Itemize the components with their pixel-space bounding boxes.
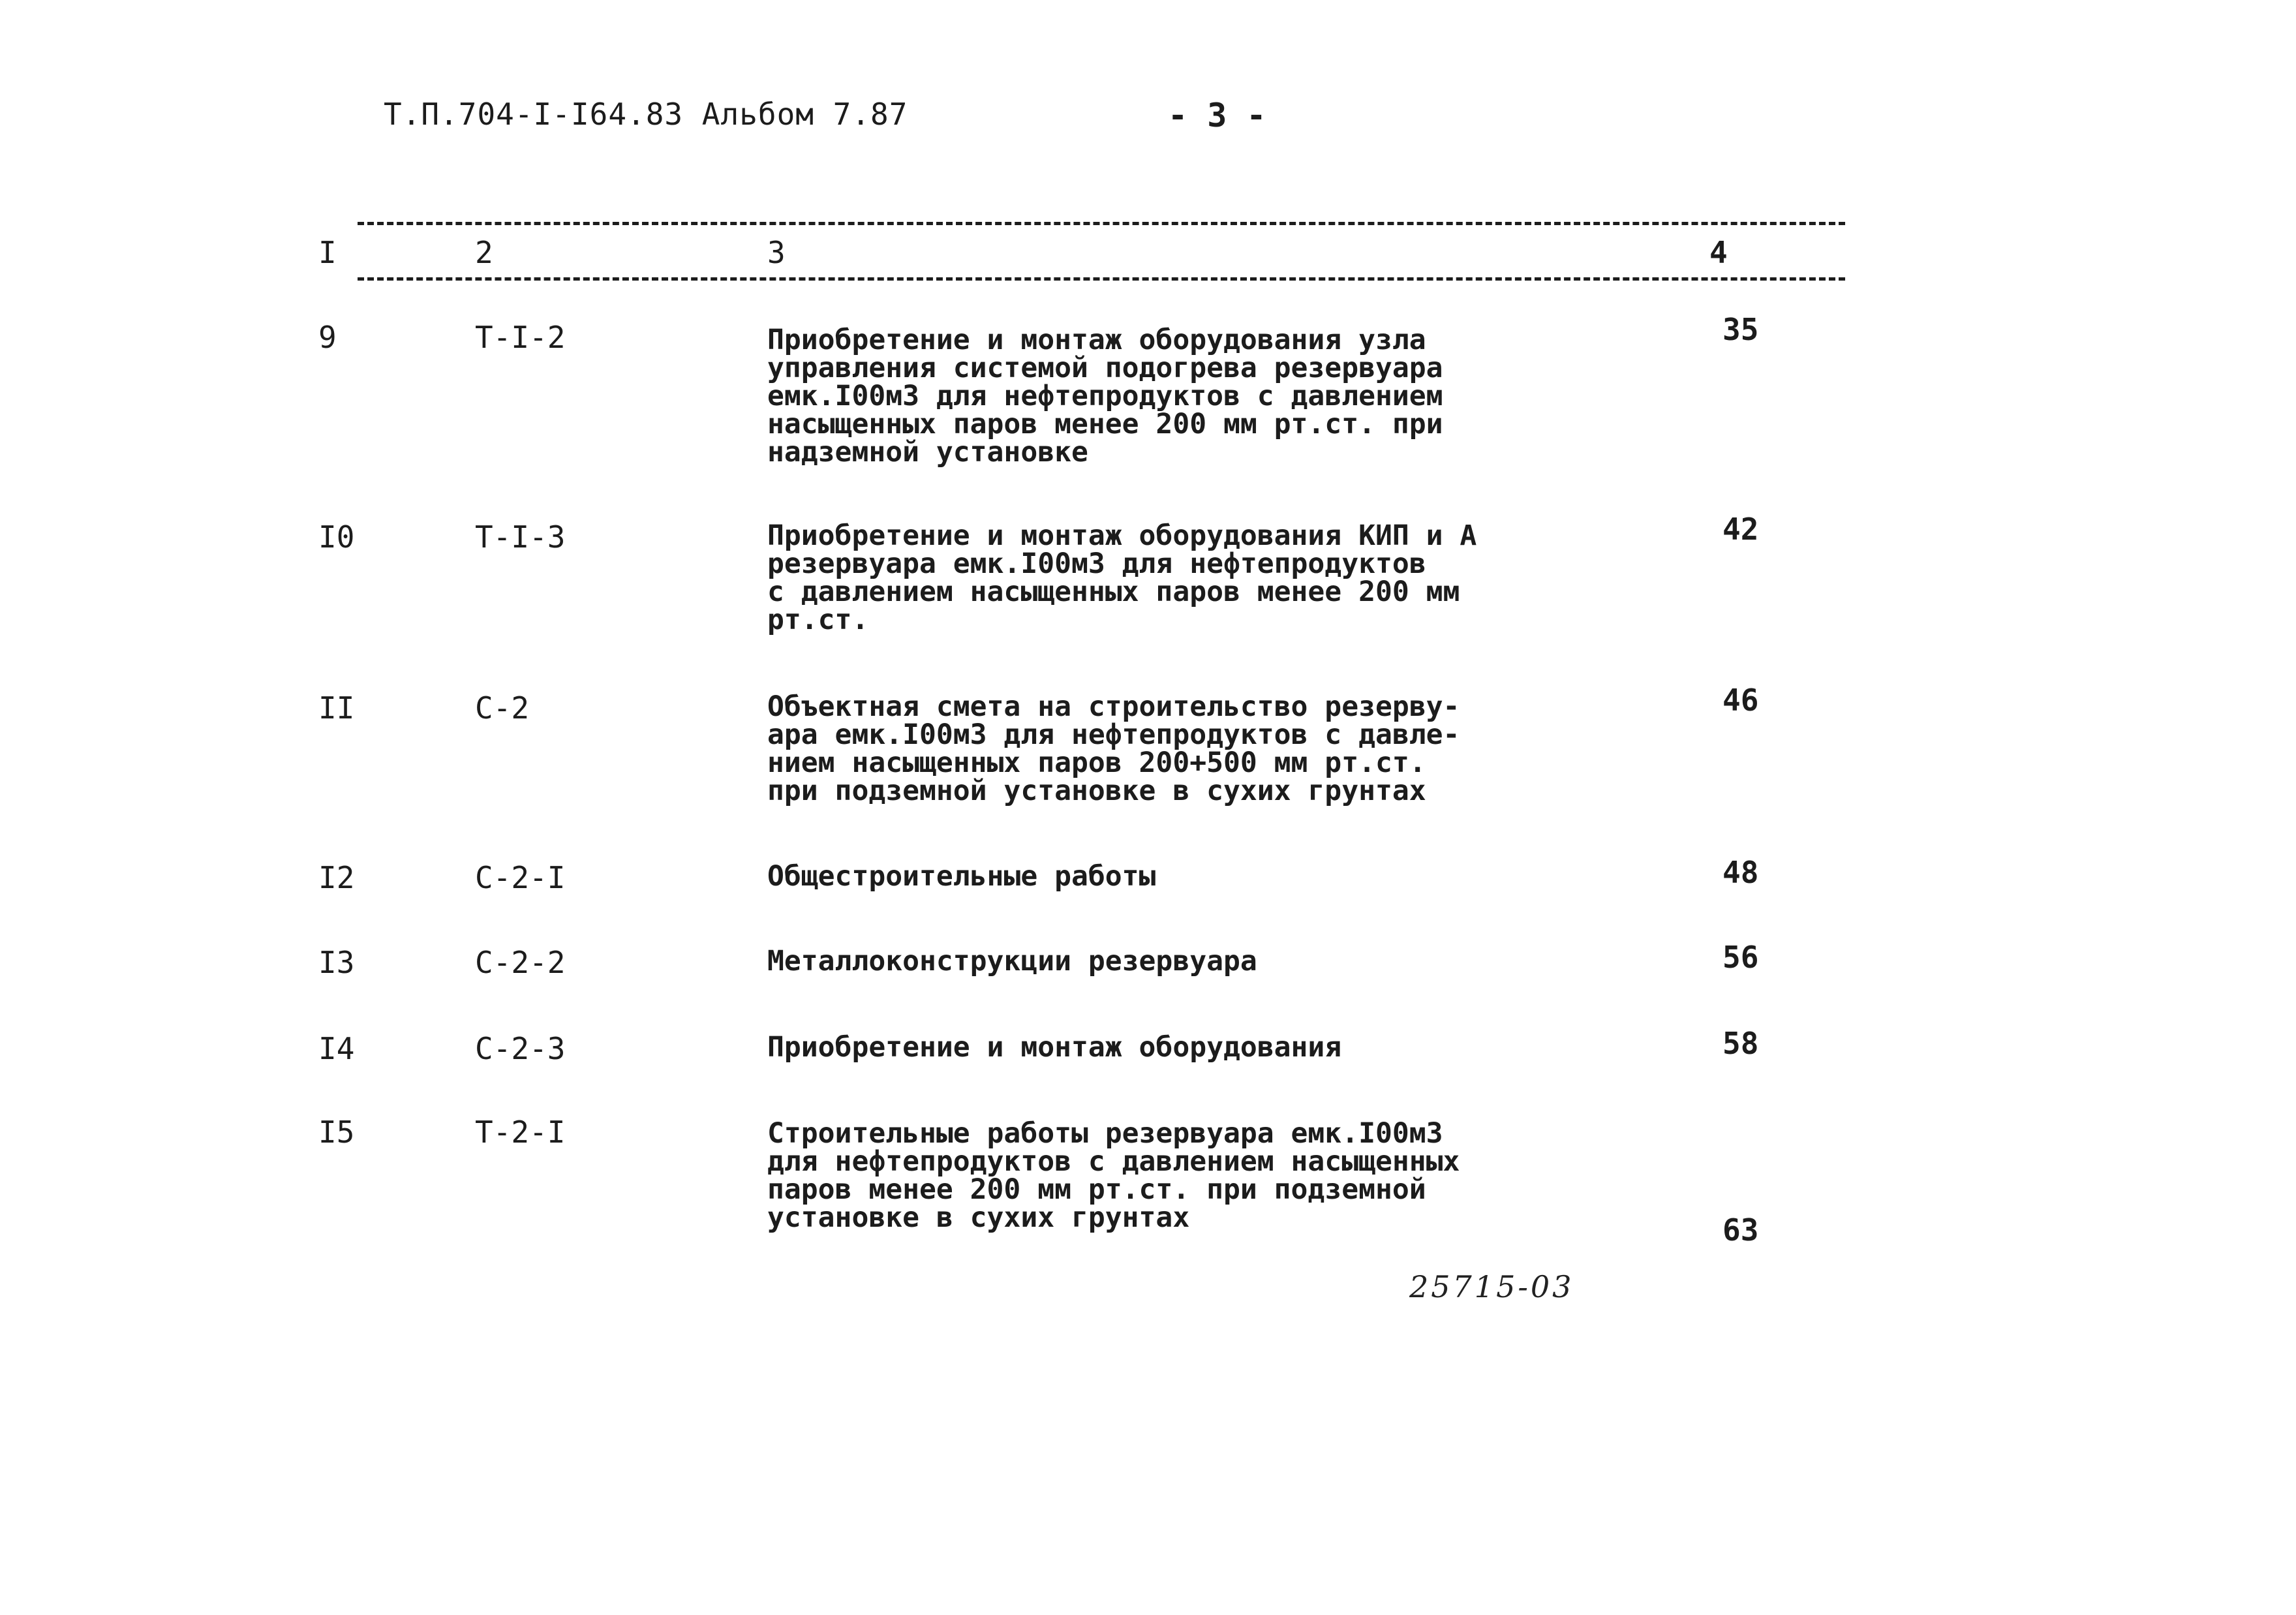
row-number: I5: [318, 1115, 355, 1150]
row-number: II: [318, 690, 355, 726]
table-top-rule: [358, 222, 1845, 225]
row-code: С-2-2: [475, 945, 566, 980]
row-page: 58: [1722, 1026, 1759, 1061]
row-number: I2: [318, 860, 355, 895]
document-header-ref: Т.П.704-I-I64.83 Альбом 7.87: [384, 97, 908, 132]
row-description: Общестроительные работы: [767, 860, 1156, 893]
row-page: 42: [1722, 512, 1759, 547]
row-page: 48: [1722, 855, 1759, 890]
row-number: I3: [318, 945, 355, 980]
row-description: Приобретение и монтаж оборудования узла управления системой подогрева резервуара емк.I00м3 для нефтепродуктов с давлением насыщенных паров менее 200 мм рт.ст. при надземной установке: [767, 324, 1443, 469]
column-header-1: I: [318, 235, 337, 270]
row-description: Приобретение и монтаж оборудования КИП и А резервуара емк.I00м3 для нефтепродуктов с давлением насыщенных паров менее 200 мм рт.ст.: [767, 519, 1477, 636]
row-number: I4: [318, 1031, 355, 1066]
row-page: 46: [1722, 683, 1759, 718]
column-header-4: 4: [1709, 235, 1728, 270]
row-page: 35: [1722, 312, 1759, 347]
row-code: Т-I-2: [475, 320, 566, 355]
row-page: 56: [1722, 940, 1759, 975]
row-code: Т-I-3: [475, 519, 566, 555]
row-number: 9: [318, 320, 337, 355]
row-code: Т-2-I: [475, 1115, 566, 1150]
row-code: С-2-3: [475, 1031, 566, 1066]
column-header-3: 3: [767, 235, 786, 270]
page-number: - 3 -: [1168, 97, 1266, 134]
table-header-rule: [358, 277, 1845, 281]
row-page: 63: [1722, 1212, 1759, 1248]
column-header-2: 2: [475, 235, 493, 270]
row-description: Металлоконструкции резервуара: [767, 945, 1257, 977]
row-description: Объектная смета на строительство резерву- ара емк.I00м3 для нефтепродуктов с давле- нием насыщенных паров 200+500 мм рт.ст. при подземной установке в сухих грунтах: [767, 690, 1460, 807]
row-number: I0: [318, 519, 355, 555]
row-code: С-2-I: [475, 860, 566, 895]
handwritten-stamp: 25715-03: [1409, 1269, 1574, 1304]
row-code: С-2: [475, 690, 530, 726]
row-description: Приобретение и монтаж оборудования: [767, 1031, 1342, 1064]
row-description: Строительные работы резервуара емк.I00м3 для нефтепродуктов с давлением насыщенных паров менее 200 мм рт.ст. при подземной установке в сухих грунтах: [767, 1117, 1460, 1234]
